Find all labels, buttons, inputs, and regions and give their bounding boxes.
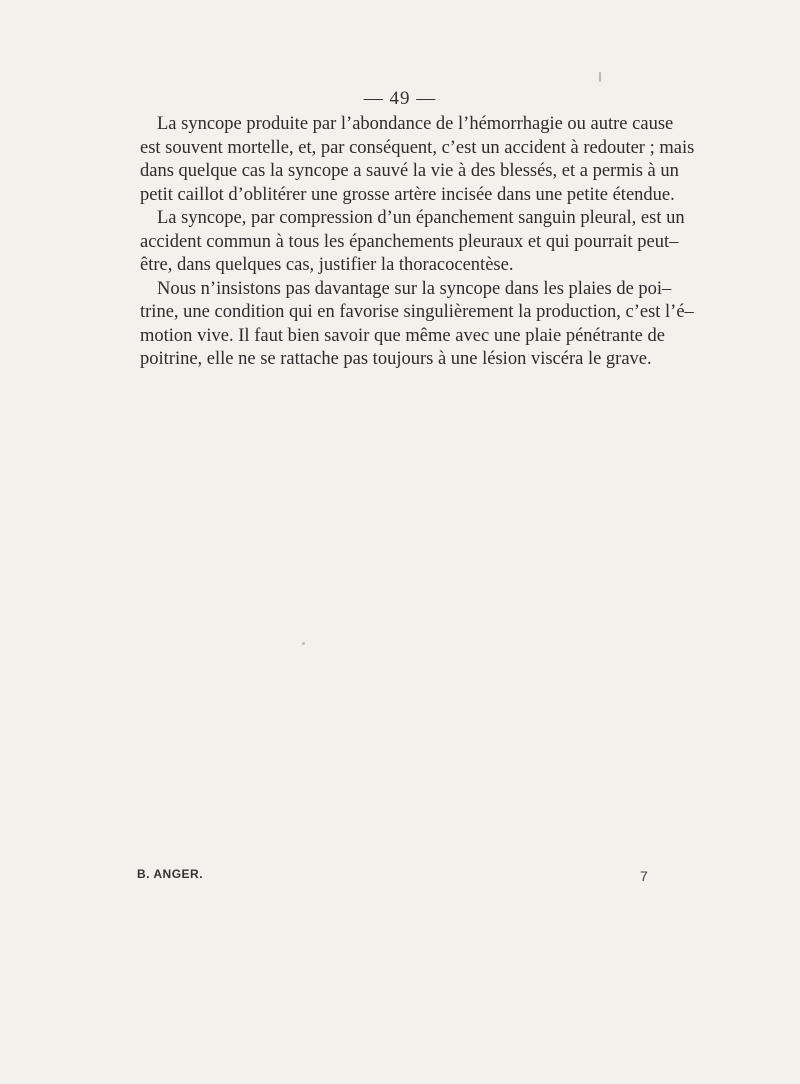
body-text: [140, 113, 695, 372]
text-line: est souvent mortelle, et, par conséquent, c’est un accident à redouter ; mais: [140, 137, 695, 158]
text-line: La syncope, par compression d’un épanchement sanguin pleural, est un: [157, 208, 685, 228]
text-line: poitrine, elle ne se rattache pas toujours à une lésion viscéra le grave.: [140, 349, 652, 369]
paragraph-2: [140, 207, 685, 278]
text-line: Nous n’insistons pas davantage sur la syncope dans les plaies de poi–: [157, 278, 672, 299]
text-line: dans quelque cas la syncope a sauvé la vie à des blessés, et a permis à un: [140, 161, 679, 181]
text-line: trine, une condition qui en favorise singulièrement la production, c’est l’é–: [140, 302, 694, 322]
page-number: — 49 —: [363, 88, 437, 109]
paragraph-3: [140, 278, 694, 372]
text-line: accident commun à tous les épanchements pleuraux et qui pourrait peut–: [140, 231, 679, 252]
paper-speck: [302, 642, 305, 645]
text-line: être, dans quelques cas, justifier la thoracocentèse.: [140, 255, 514, 275]
paper-speck: [599, 72, 601, 82]
text-line: petit caillot d’oblitérer une grosse artère incisée dans une petite étendue.: [140, 184, 675, 205]
text-line: La syncope produite par l’abondance de l’hémorrhagie ou autre cause: [157, 114, 674, 134]
signature-mark: 7: [640, 868, 648, 884]
author-signature: B. ANGER.: [137, 867, 204, 881]
text-line: motion vive. Il faut bien savoir que même avec une plaie pénétrante de: [140, 325, 665, 346]
paragraph-1: [140, 113, 695, 207]
